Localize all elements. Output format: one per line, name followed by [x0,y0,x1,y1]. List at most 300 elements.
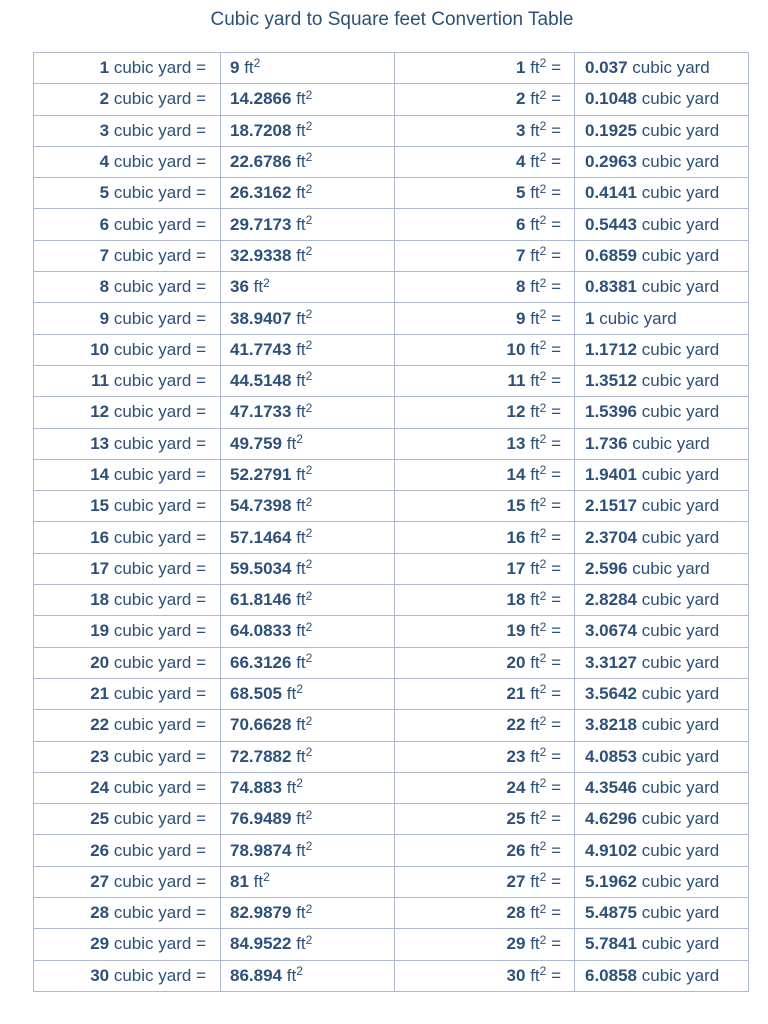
cubic-yard-result: 0.2963 [585,152,637,172]
table-row [34,397,749,428]
square-feet-value: 30 [506,965,526,985]
equals-sign: = [551,809,561,829]
square-feet-value: 21 [506,684,526,704]
table-row [34,240,749,271]
square-feet-label-cell [395,835,575,866]
square-feet-label-cell [395,960,575,991]
cubic-yard-unit: cubic yard [113,465,192,484]
square-feet-unit: ft [296,120,306,140]
square-superscript: 2 [305,588,313,603]
square-feet-result-cell [221,522,395,553]
equals-sign: = [196,433,206,453]
equals-sign: = [551,840,561,860]
square-feet-unit: ft [286,965,297,985]
square-feet-result: 61.8146 [230,590,292,610]
cubic-yard-unit: cubic yard [641,621,720,641]
equals-sign: = [196,339,206,359]
cubic-yard-result-cell [575,741,749,772]
equals-sign: = [196,308,206,328]
cubic-yard-label-cell [34,741,221,772]
equals-sign: = [551,308,561,328]
square-feet-result-cell [221,240,395,271]
square-feet-unit: ft [530,371,540,391]
cubic-yard-unit: cubic yard [641,777,720,797]
square-feet-label-cell [395,616,575,647]
cubic-yard-result-cell [575,115,749,146]
square-superscript: 2 [305,525,313,540]
table-row [34,960,749,991]
cubic-yard-unit: cubic yard [641,245,720,265]
square-feet-result: 64.0833 [230,621,292,641]
cubic-yard-unit: cubic yard [113,652,192,672]
conversion-table [33,52,749,992]
cubic-yard-result-cell [575,678,749,709]
square-feet-unit: ft [530,89,540,109]
square-feet-value: 19 [506,621,526,641]
cubic-yard-label-cell [34,178,221,209]
square-superscript: 2 [539,557,547,572]
square-feet-unit: ft [296,152,306,172]
table-row [34,272,749,303]
equals-sign: = [551,871,561,891]
table-row [34,678,749,709]
cubic-yard-result-cell [575,553,749,584]
cubic-yard-unit: cubic yard [113,840,192,860]
cubic-yard-unit: cubic yard [113,558,192,578]
square-feet-result: 52.2791 [230,465,292,484]
table-row [34,491,749,522]
cubic-yard-unit: cubic yard [113,433,192,453]
equals-sign: = [196,809,206,829]
cubic-yard-unit: cubic yard [113,183,192,203]
cubic-yard-result-cell [575,272,749,303]
cubic-yard-label-cell [34,772,221,803]
square-feet-result-cell [221,710,395,741]
square-superscript: 2 [539,119,547,134]
square-superscript: 2 [539,651,547,666]
square-feet-label-cell [395,522,575,553]
cubic-yard-unit: cubic yard [113,871,192,891]
cubic-yard-result-cell [575,491,749,522]
cubic-yard-value: 18 [90,590,110,610]
square-superscript: 2 [539,870,547,885]
cubic-yard-unit: cubic yard [113,746,192,766]
table-body [34,53,749,992]
cubic-yard-unit: cubic yard [113,777,192,797]
square-feet-unit: ft [530,402,540,422]
cubic-yard-unit: cubic yard [641,871,720,891]
cubic-yard-result: 4.0853 [585,746,637,766]
equals-sign: = [196,840,206,860]
square-superscript: 2 [539,964,547,979]
cubic-yard-result: 0.6859 [585,245,637,265]
square-feet-result-cell [221,303,395,334]
equals-sign: = [196,871,206,891]
cubic-yard-unit: cubic yard [632,433,710,453]
square-feet-unit: ft [530,684,540,704]
cubic-yard-result-cell [575,53,749,84]
cubic-yard-value: 13 [90,433,110,453]
square-feet-unit: ft [286,433,297,453]
cubic-yard-result: 2.596 [585,558,628,578]
cubic-yard-value: 26 [90,840,110,860]
square-feet-value: 27 [506,871,526,891]
cubic-yard-unit: cubic yard [113,339,192,359]
cubic-yard-result: 1.736 [585,433,628,453]
equals-sign: = [196,496,206,516]
square-superscript: 2 [305,557,313,572]
equals-sign: = [551,652,561,672]
cubic-yard-result-cell [575,428,749,459]
square-superscript: 2 [539,87,547,102]
square-feet-unit: ft [530,152,540,172]
equals-sign: = [551,277,561,297]
square-feet-unit: ft [530,277,540,297]
cubic-yard-result: 3.0674 [585,621,637,641]
square-feet-value: 15 [506,496,526,516]
cubic-yard-value: 3 [99,120,110,140]
cubic-yard-result-cell [575,804,749,835]
cubic-yard-value: 12 [90,402,110,422]
square-feet-value: 2 [515,89,526,109]
square-feet-label-cell [395,866,575,897]
square-feet-unit: ft [296,89,306,109]
cubic-yard-unit: cubic yard [641,934,720,954]
square-feet-unit: ft [530,308,540,328]
cubic-yard-result-cell [575,835,749,866]
cubic-yard-unit: cubic yard [641,339,720,359]
square-feet-value: 13 [506,433,526,453]
equals-sign: = [196,277,206,297]
square-superscript: 2 [539,275,547,290]
cubic-yard-result: 3.3127 [585,652,637,672]
equals-sign: = [551,152,561,172]
cubic-yard-result-cell [575,459,749,490]
square-feet-result: 29.7173 [230,214,292,234]
square-feet-value: 6 [515,214,526,234]
cubic-yard-result: 4.3546 [585,777,637,797]
equals-sign: = [551,590,561,610]
square-feet-result: 72.7882 [230,746,292,766]
cubic-yard-result: 1.5396 [585,402,637,422]
square-feet-result-cell [221,553,395,584]
cubic-yard-result: 0.037 [585,58,628,78]
square-feet-label-cell [395,459,575,490]
square-superscript: 2 [539,807,547,822]
square-feet-label-cell [395,804,575,835]
cubic-yard-value: 24 [90,777,110,797]
table-row [34,929,749,960]
cubic-yard-result-cell [575,898,749,929]
square-feet-unit: ft [530,120,540,140]
square-feet-label-cell [395,898,575,929]
cubic-yard-value: 30 [90,965,110,985]
cubic-yard-unit: cubic yard [641,684,720,704]
cubic-yard-result-cell [575,585,749,616]
equals-sign: = [196,402,206,422]
square-superscript: 2 [539,463,547,478]
cubic-yard-label-cell [34,647,221,678]
equals-sign: = [196,715,206,735]
cubic-yard-result: 3.5642 [585,684,637,704]
cubic-yard-value: 11 [91,371,110,391]
cubic-yard-label-cell [34,835,221,866]
square-feet-unit: ft [286,684,297,704]
square-feet-result: 78.9874 [230,840,292,860]
cubic-yard-unit: cubic yard [641,183,720,203]
square-feet-unit: ft [530,496,540,516]
square-feet-unit: ft [296,402,306,422]
cubic-yard-unit: cubic yard [641,840,720,860]
table-row [34,178,749,209]
square-feet-result: 14.2866 [230,89,292,109]
square-feet-unit: ft [296,527,306,547]
equals-sign: = [196,558,206,578]
square-feet-result-cell [221,365,395,396]
square-feet-result-cell [221,898,395,929]
cubic-yard-result: 2.1517 [585,496,637,516]
table-row [34,835,749,866]
table-row [34,898,749,929]
square-superscript: 2 [539,776,547,791]
square-feet-value: 26 [506,840,526,860]
equals-sign: = [551,214,561,234]
square-feet-unit: ft [296,934,306,954]
equals-sign: = [551,777,561,797]
square-feet-unit: ft [296,715,306,735]
cubic-yard-label-cell [34,678,221,709]
cubic-yard-value: 21 [90,684,110,704]
square-superscript: 2 [539,682,547,697]
square-feet-unit: ft [530,840,540,860]
cubic-yard-value: 23 [90,746,110,766]
square-feet-result-cell [221,146,395,177]
square-feet-result: 32.9338 [230,245,292,265]
square-feet-label-cell [395,272,575,303]
square-feet-result: 18.7208 [230,120,292,140]
square-feet-result-cell [221,585,395,616]
table-row [34,804,749,835]
square-feet-unit: ft [530,777,540,797]
equals-sign: = [196,590,206,610]
cubic-yard-value: 20 [90,652,110,672]
equals-sign: = [551,934,561,954]
square-feet-unit: ft [530,715,540,735]
cubic-yard-unit: cubic yard [113,58,192,78]
cubic-yard-result: 1.1712 [585,339,637,359]
cubic-yard-unit: cubic yard [113,308,192,328]
square-superscript: 2 [539,494,547,509]
square-feet-value: 4 [515,152,526,172]
square-feet-label-cell [395,772,575,803]
cubic-yard-label-cell [34,84,221,115]
square-feet-value: 1 [515,58,526,78]
cubic-yard-label-cell [34,585,221,616]
square-superscript: 2 [305,838,313,853]
square-superscript: 2 [305,150,313,165]
square-feet-unit: ft [296,245,306,265]
square-superscript: 2 [263,870,270,885]
cubic-yard-value: 7 [99,245,110,265]
square-feet-result: 49.759 [230,433,282,453]
square-superscript: 2 [539,56,547,71]
square-feet-label-cell [395,647,575,678]
square-feet-result-cell [221,866,395,897]
square-feet-label-cell [395,53,575,84]
cubic-yard-result: 3.8218 [585,715,637,735]
cubic-yard-unit: cubic yard [113,903,192,923]
square-feet-unit: ft [296,840,306,860]
equals-sign: = [551,58,561,78]
square-feet-label-cell [395,929,575,960]
cubic-yard-label-cell [34,334,221,365]
square-feet-result: 59.5034 [230,558,292,578]
square-superscript: 2 [539,838,547,853]
square-superscript: 2 [539,400,547,415]
square-feet-result: 82.9879 [230,903,292,923]
square-superscript: 2 [539,181,547,196]
square-feet-unit: ft [296,558,306,578]
square-feet-result-cell [221,804,395,835]
equals-sign: = [196,371,206,391]
square-feet-result: 9 [230,58,240,78]
table-row [34,303,749,334]
cubic-yard-label-cell [34,365,221,396]
cubic-yard-result-cell [575,772,749,803]
square-feet-value: 18 [506,590,526,610]
square-feet-label-cell [395,741,575,772]
square-feet-unit: ft [530,621,540,641]
cubic-yard-value: 5 [99,183,110,203]
square-feet-result: 54.7398 [230,496,292,516]
cubic-yard-result: 0.5443 [585,214,637,234]
table-row [34,84,749,115]
square-feet-unit: ft [296,652,306,672]
square-feet-result-cell [221,741,395,772]
table-row [34,710,749,741]
square-superscript: 2 [305,244,313,259]
square-superscript: 2 [539,713,547,728]
equals-sign: = [196,245,206,265]
cubic-yard-result: 1.9401 [585,465,637,484]
square-feet-result-cell [221,678,395,709]
cubic-yard-unit: cubic yard [113,965,192,985]
square-feet-unit: ft [530,652,540,672]
square-superscript: 2 [539,619,547,634]
cubic-yard-label-cell [34,804,221,835]
square-feet-label-cell [395,178,575,209]
square-feet-result: 26.3162 [230,183,292,203]
square-feet-unit: ft [296,183,306,203]
square-feet-unit: ft [530,746,540,766]
equals-sign: = [551,746,561,766]
cubic-yard-result-cell [575,397,749,428]
cubic-yard-label-cell [34,146,221,177]
cubic-yard-result-cell [575,710,749,741]
equals-sign: = [196,89,206,109]
square-feet-value: 22 [506,715,526,735]
square-feet-label-cell [395,84,575,115]
table-row [34,53,749,84]
cubic-yard-label-cell [34,209,221,240]
square-feet-result-cell [221,334,395,365]
square-superscript: 2 [296,682,303,697]
equals-sign: = [196,152,206,172]
cubic-yard-result-cell [575,522,749,553]
square-feet-result-cell [221,272,395,303]
cubic-yard-unit: cubic yard [641,120,720,140]
cubic-yard-label-cell [34,491,221,522]
cubic-yard-unit: cubic yard [641,371,720,391]
square-feet-value: 12 [506,402,526,422]
square-feet-result-cell [221,616,395,647]
cubic-yard-unit: cubic yard [641,89,720,109]
square-feet-label-cell [395,710,575,741]
square-feet-value: 24 [506,777,526,797]
equals-sign: = [196,903,206,923]
equals-sign: = [196,214,206,234]
cubic-yard-result-cell [575,146,749,177]
square-feet-unit: ft [530,809,540,829]
square-feet-unit: ft [296,214,306,234]
cubic-yard-label-cell [34,710,221,741]
square-feet-value: 28 [506,903,526,923]
square-feet-label-cell [395,146,575,177]
cubic-yard-value: 17 [90,558,110,578]
table-row [34,115,749,146]
equals-sign: = [196,652,206,672]
cubic-yard-result-cell [575,365,749,396]
cubic-yard-result-cell [575,616,749,647]
square-superscript: 2 [263,275,270,290]
square-feet-unit: ft [296,809,306,829]
cubic-yard-unit: cubic yard [641,809,720,829]
cubic-yard-unit: cubic yard [641,903,720,923]
square-superscript: 2 [539,901,547,916]
square-superscript: 2 [305,212,313,227]
square-superscript: 2 [253,56,261,71]
square-feet-label-cell [395,115,575,146]
cubic-yard-label-cell [34,553,221,584]
cubic-yard-unit: cubic yard [113,621,192,641]
cubic-yard-unit: cubic yard [113,684,192,704]
square-feet-result-cell [221,84,395,115]
square-feet-result: 76.9489 [230,809,292,829]
equals-sign: = [196,934,206,954]
square-feet-result-cell [221,397,395,428]
square-feet-unit: ft [253,871,264,891]
cubic-yard-unit: cubic yard [641,527,720,547]
square-feet-label-cell [395,209,575,240]
cubic-yard-value: 6 [99,214,110,234]
square-feet-unit: ft [530,934,540,954]
square-feet-unit: ft [530,339,540,359]
square-feet-result-cell [221,209,395,240]
equals-sign: = [551,402,561,422]
square-feet-unit: ft [530,871,540,891]
square-feet-result-cell [221,53,395,84]
equals-sign: = [196,777,206,797]
cubic-yard-result-cell [575,303,749,334]
square-feet-result: 41.7743 [230,339,292,359]
equals-sign: = [551,496,561,516]
square-feet-value: 11 [507,371,526,391]
square-superscript: 2 [539,150,547,165]
square-feet-result: 36 [230,277,249,297]
square-feet-value: 9 [515,308,526,328]
square-feet-result-cell [221,835,395,866]
cubic-yard-value: 14 [90,465,110,484]
